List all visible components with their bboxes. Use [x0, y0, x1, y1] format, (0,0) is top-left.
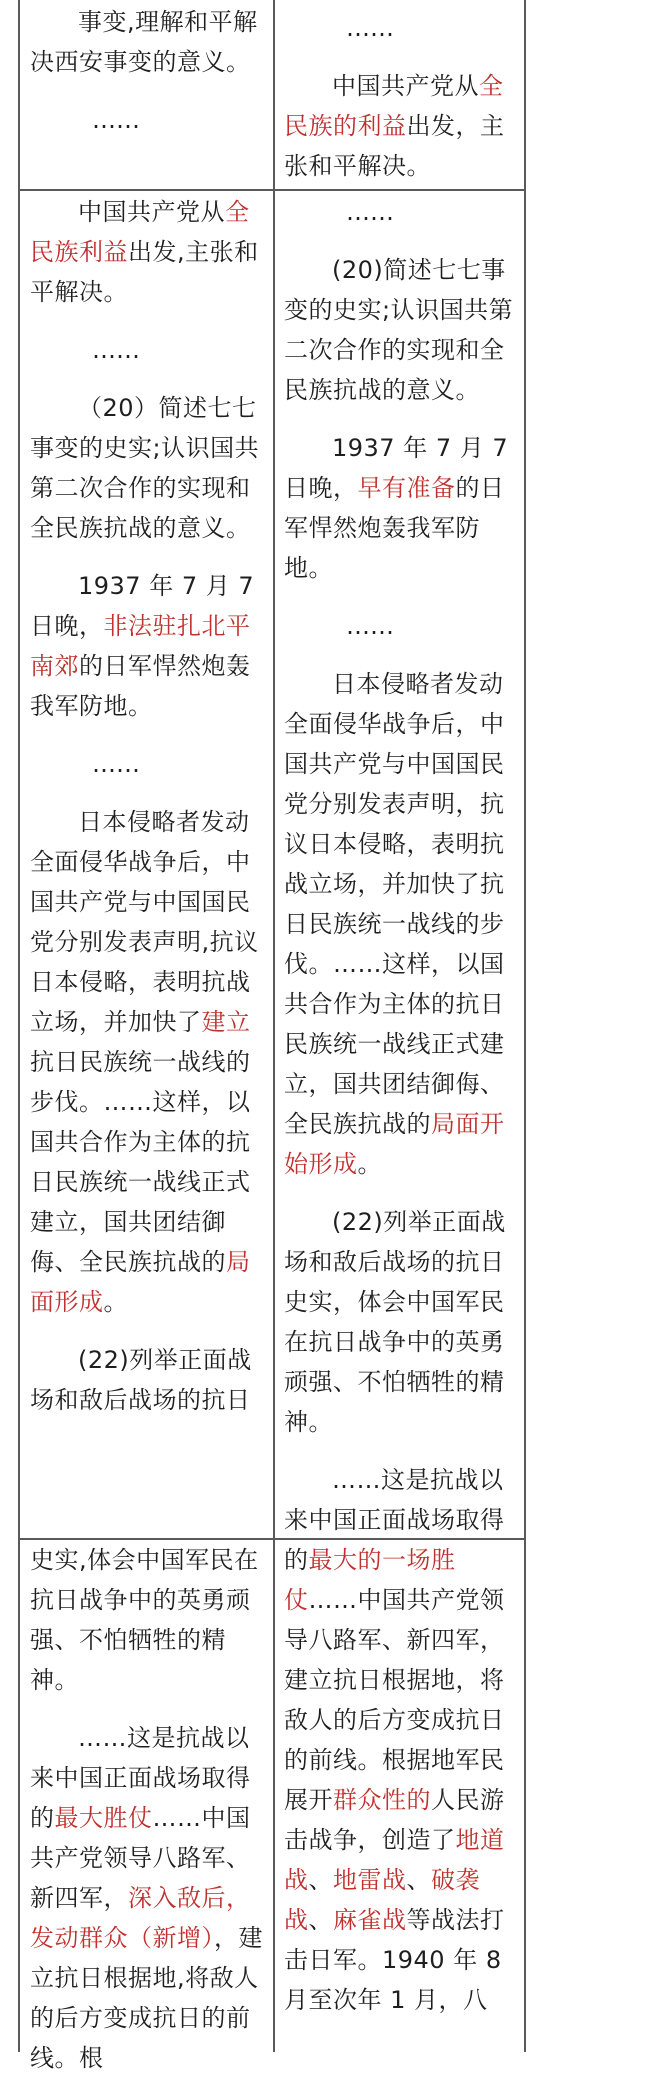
cell-paragraph: [30, 388, 266, 548]
body-text: 1937 年 7 月 7 日晚，: [284, 434, 509, 502]
cell-paragraph: [284, 250, 520, 410]
cell-paragraph: [30, 100, 266, 140]
body-text: 日本侵略者发动全面侵华战争后，中国共产党与中国国民党分别发表声明,抗议日本侵略，表明抗战立场，并加快了: [30, 808, 259, 1036]
body-text: (20)简述七七事变的史实;认识国共第二次合作的实现和全民族抗战的意义。: [284, 256, 514, 404]
body-text: 抗日民族统一战线的步伐。……这样，以国共合作为主体的抗日民族统一战线正式建立，国共团结御侮、全民族抗战的: [30, 1048, 251, 1276]
highlighted-text: 局面开始形成: [284, 1110, 505, 1178]
highlighted-text: 早有准备: [357, 474, 456, 502]
body-text: ……: [346, 14, 394, 42]
body-text: 出发,主张和平解决。: [30, 238, 259, 306]
highlighted-text: 局面形成: [30, 1248, 251, 1316]
body-text: 1937 年 7 月 7 日晚，: [30, 572, 255, 640]
body-text: 等战法打击日军。1940 年 8 月至次年 1 月，八: [284, 1906, 505, 2014]
body-text: ……: [346, 198, 394, 226]
cell-paragraph: [284, 1202, 520, 1442]
row-1-left-cell: [30, 2, 266, 158]
cell-paragraph: [284, 1540, 520, 2020]
body-text: 的日军悍然炮轰我军防地。: [30, 652, 251, 720]
cell-paragraph: [30, 1540, 266, 1700]
cell-paragraph: [284, 66, 520, 186]
body-text: 、: [308, 1866, 333, 1894]
cell-paragraph: [284, 192, 520, 232]
cell-paragraph: [30, 802, 266, 1322]
body-text: 事变,理解和平解决西安事变的意义。: [30, 8, 258, 76]
cell-paragraph: [30, 744, 266, 784]
body-text: 人民游击战争，创造了: [284, 1786, 505, 1854]
body-text: 。: [103, 1288, 128, 1316]
table-left-border-lower: [18, 1540, 20, 2052]
body-text: (22)列举正面战场和敌后战场的抗日: [30, 1346, 252, 1414]
body-text: 、: [406, 1866, 431, 1894]
table-right-border: [524, 0, 526, 2052]
highlighted-text: 全民族的利益: [284, 72, 504, 140]
body-text: ……这是抗战以来中国正面战场取得: [284, 1466, 505, 1534]
cell-paragraph: [284, 1460, 520, 1540]
body-text: ……: [92, 750, 140, 778]
body-text: 。: [357, 1150, 382, 1178]
body-text: 中国共产党从: [332, 72, 479, 100]
body-text: 中国共产党从: [78, 198, 225, 226]
body-text: ……: [346, 612, 394, 640]
cell-paragraph: [30, 330, 266, 370]
cell-paragraph: [284, 606, 520, 646]
cell-paragraph: [284, 428, 520, 588]
table-left-border: [18, 0, 20, 1540]
body-text: 史实,体会中国军民在抗日战争中的英勇顽强、不怕牺牲的精神。: [30, 1546, 259, 1694]
row-2-left-cell: [30, 192, 266, 1438]
body-text: ……中国共产党领导八路军、新四军，建立抗日根据地，将敌人的后方变成抗日的前线。根据地军民展开: [284, 1586, 505, 1814]
body-text: 出发，主张和平解决。: [284, 112, 505, 180]
cell-paragraph: [30, 192, 266, 312]
highlighted-text: 最大胜仗: [54, 1804, 153, 1832]
highlighted-text: 群众性的: [333, 1786, 431, 1814]
body-text: 的: [284, 1546, 309, 1574]
row-1-right-cell: [284, 8, 520, 204]
highlighted-text: 非法驻扎北平南郊: [30, 612, 251, 680]
highlighted-text: 地道战: [284, 1826, 505, 1894]
body-text: 日本侵略者发动全面侵华战争后，中国共产党与中国国民党分别发表声明，抗议日本侵略，表明抗战立场，并加快了抗日民族统一战线的步伐。……这样，以国共合作为主体的抗日民族统一战线正式建立，国共团结御侮、全民族抗战的: [284, 670, 505, 1138]
row-3-left-cell: [30, 1540, 266, 2096]
highlighted-text: 建立: [201, 1008, 251, 1036]
cell-paragraph: [30, 2, 266, 82]
highlighted-text: 全民族利益: [30, 198, 250, 266]
highlighted-text: 深入敌后，发动群众（新增）: [30, 1884, 251, 1952]
highlighted-text: 地雷战: [333, 1866, 407, 1894]
table-center-divider: [273, 0, 275, 2052]
body-text: 、: [308, 1906, 333, 1934]
row-2-right-cell: [284, 192, 520, 1558]
body-text: (22)列举正面战场和敌后战场的抗日史实，体会中国军民在抗日战争中的英勇顽强、不怕牺牲的精神。: [284, 1208, 506, 1436]
body-text: （20）简述七七事变的史实;认识国共第二次合作的实现和全民族抗战的意义。: [30, 394, 260, 542]
cell-paragraph: [30, 566, 266, 726]
highlighted-text: 破袭战: [284, 1866, 480, 1934]
body-text: 的日军悍然炮轰我军防地。: [284, 474, 505, 582]
cell-paragraph: [284, 8, 520, 48]
body-text: ，建立抗日根据地,将敌人的后方变成抗日的前线。根: [30, 1924, 263, 2072]
highlighted-text: 最大的一场胜仗: [284, 1546, 456, 1614]
cell-paragraph: [30, 1718, 266, 2078]
cell-paragraph: [30, 1340, 266, 1420]
cell-paragraph: [284, 664, 520, 1184]
body-text: ……: [92, 336, 140, 364]
row-3-right-cell: [284, 1540, 520, 2038]
body-text: ……中国共产党领导八路军、新四军，: [30, 1804, 251, 1912]
body-text: ……: [92, 106, 140, 134]
highlighted-text: 麻雀战: [333, 1906, 407, 1934]
body-text: ……这是抗战以来中国正面战场取得的: [30, 1724, 251, 1832]
